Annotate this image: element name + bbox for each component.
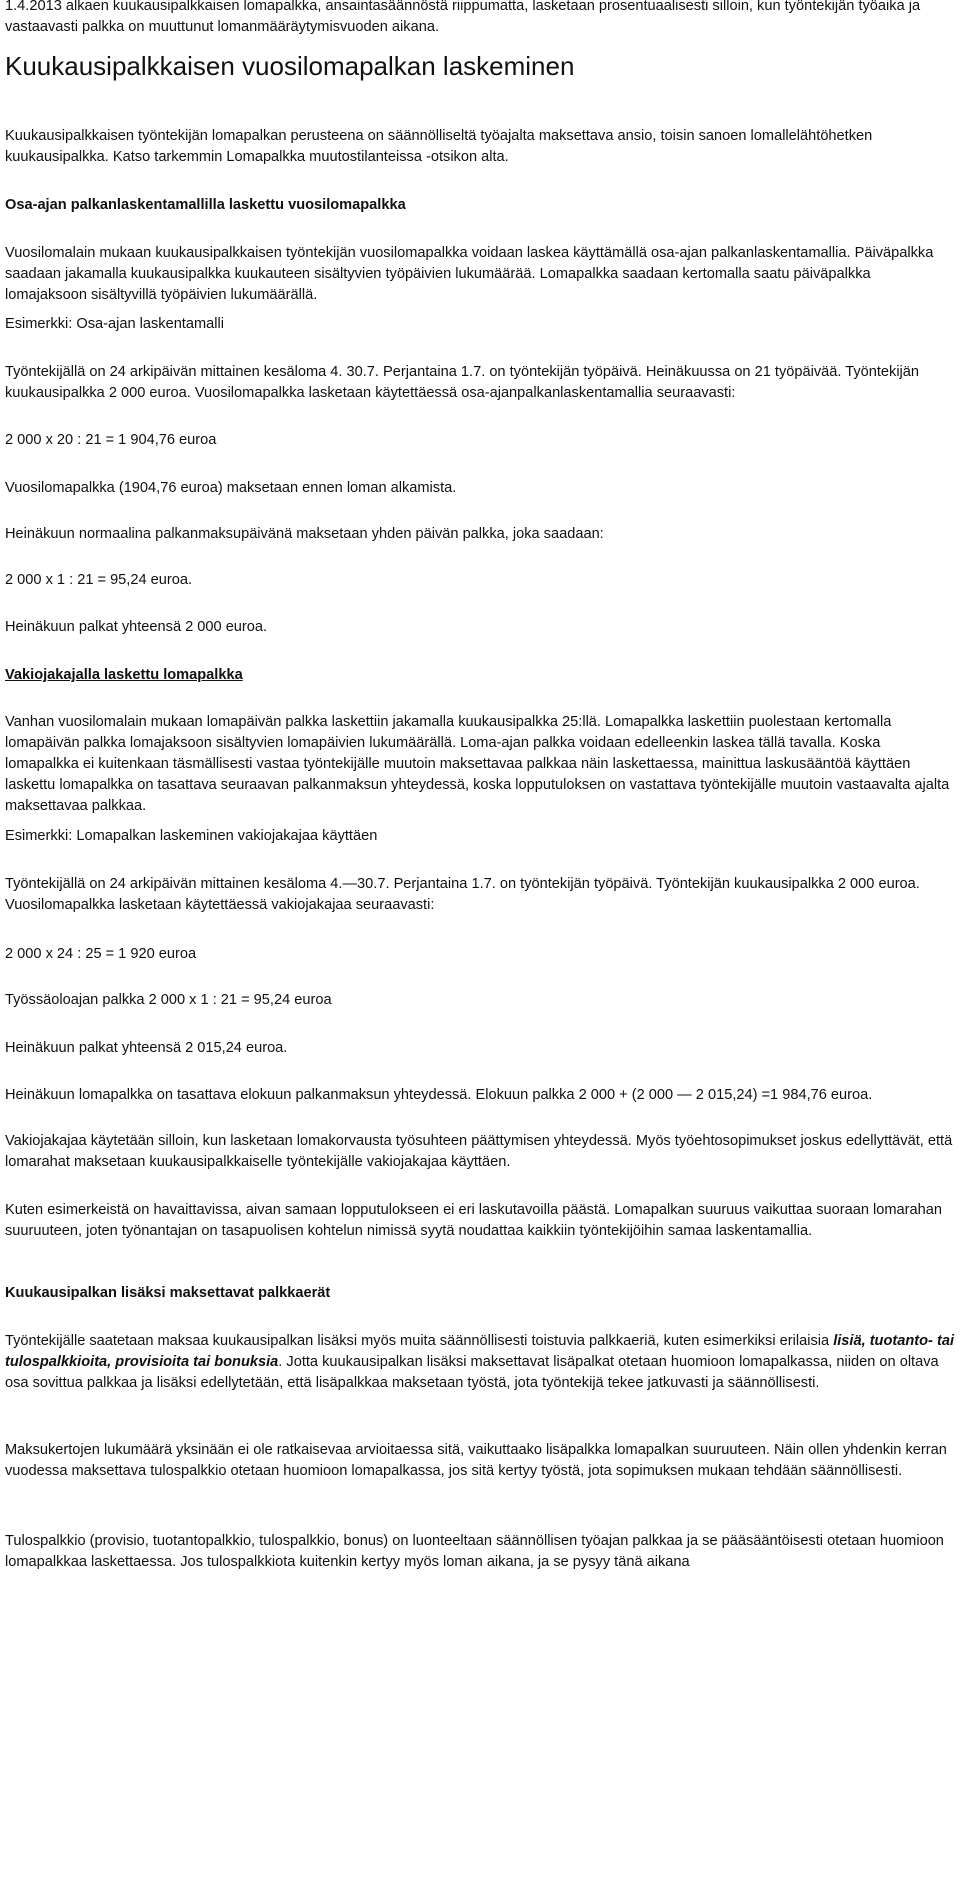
paragraph-3: Työntekijällä on 24 arkipäivän mittainen kesäloma 4. 30.7. Perjantaina 1.7. on työntekijän työpäivä. Heinäkuussa on 21 työpäivää. Työntekijän kuukausipalkka 2 000 euroa. Vuosilomapalkka lasketaan käytettäessä osa-ajanpalkanlaskentamallia seuraavasti: xyxy=(5,364,920,401)
paragraph-9: Heinäkuun palkat yhteensä 2 015,24 euroa. xyxy=(5,1040,288,1056)
page-title: Kuukausipalkkaisen vuosilomapalkan laskeminen xyxy=(5,51,575,81)
paragraph-13 xyxy=(5,1331,954,1394)
paragraph-4: Vuosilomapalkka (1904,76 euroa) maksetaan ennen loman alkamista. xyxy=(5,480,457,496)
example-heading-2: Esimerkki: Lomapalkan laskeminen vakiojakajaa käyttäen xyxy=(5,828,378,844)
paragraph-13-end: . Jotta kuukausipalkan lisäksi maksettavat lisäpalkat otetaan huomioon lomapalkassa, niiden on oltava osa sovittua palkkaa ja lisäksi edellytetään, että lisäpalkkaa maksetaan työstä, jota työntekijä tekee jatkuvasti ja säännöllisesti. xyxy=(5,1354,939,1391)
calculation-2: 2 000 x 1 : 21 = 95,24 euroa. xyxy=(5,572,193,588)
example-heading-1: Esimerkki: Osa-ajan laskentamalli xyxy=(5,316,224,332)
paragraph-2: Vuosilomalain mukaan kuukausipalkkaisen työntekijän vuosilomapalkka voidaan laskea käyttämällä osa-ajan palkanlaskentamallia. Päiväpalkka saadaan jakamalla kuukausipalkka kuukauteen sisältyvien työpäivien lukumäärää. Lomapalkka saadaan kertomalla saatu päiväpalkka lomajaksoon sisältyvillä työpäivien lukumäärällä. xyxy=(5,245,934,303)
calculation-4: Työssäoloajan palkka 2 000 x 1 : 21 = 95,24 euroa xyxy=(5,992,332,1008)
paragraph-1: Kuukausipalkkaisen työntekijän lomapalkan perusteena on säännölliseltä työajalta maksettava ansio, toisin sanoen lomallelähtöhetken kuukausipalkka. Katso tarkemmin Lomapalkka muutostilanteissa -otsikon alta. xyxy=(5,128,873,165)
paragraph-8: Työntekijällä on 24 arkipäivän mittainen kesäloma 4.—30.7. Perjantaina 1.7. on työntekijän työpäivä. Työntekijän kuukausipalkka 2 000 euroa. Vuosilomapalkka lasketaan käytettäessä vakiojakajaa seuraavasti: xyxy=(5,876,920,913)
calculation-3: 2 000 x 24 : 25 = 1 920 euroa xyxy=(5,946,197,962)
paragraph-13-start: Työntekijälle saatetaan maksaa kuukausipalkan lisäksi myös muita säännöllisesti toistuvia palkkaeriä, kuten esimerkiksi erilaisia xyxy=(5,1333,834,1349)
section-heading-vakiojakaja: Vakiojakajalla laskettu lomapalkka xyxy=(5,667,243,683)
paragraph-12: Kuten esimerkeistä on havaittavissa, aivan samaan lopputulokseen ei eri laskutavoilla päästä. Lomapalkan suuruus vaikuttaa suoraan lomarahan suuruuteen, joten työnantajan on tasapuolisen kohtelun nimissä syytä noudattaa kaikkiin työntekijöihin samaa laskentamallia. xyxy=(5,1202,942,1239)
section-heading-lisapalkat: Kuukausipalkan lisäksi maksettavat palkkaerät xyxy=(5,1285,331,1301)
paragraph-13-emphasis: lisiä, tuotanto- tai tulospalkkioita, provisioita tai bonuksia xyxy=(5,1333,954,1370)
paragraph-7: Vanhan vuosilomalain mukaan lomapäivän palkka laskettiin jakamalla kuukausipalkka 25:llä. Lomapalkka laskettiin puolestaan kertomalla lomapäivän palkka lomajaksoon sisältyvien lomapäivien lukumäärällä. Loma-ajan palkka voidaan edelleenkin laskea tällä tavalla. Koska lomapalkka ei kuitenkaan täsmällisesti vastaa työntekijälle muutoin maksettavaa palkkaa näin laskettaessa, mainittua laskusääntöä käyttäen laskettu lomapalkka on tasattava seuraavan palkanmaksun yhteydessä, koska lopputuloksen on vastattava työntekijälle muutoin vastaavalta ajalta maksettavaa palkkaa. xyxy=(5,714,950,814)
intro-paragraph: 1.4.2013 alkaen kuukausipalkkaisen lomapalkka, ansaintasäännöstä riippumatta, lasketaan prosentuaalisesti silloin, kun työntekijän työaika ja vastaavasti palkka on muuttunut lomanmääräytymisvuoden aikana. xyxy=(5,0,921,35)
section-heading-osa-ajan: Osa-ajan palkanlaskentamallilla laskettu vuosilomapalkka xyxy=(5,197,406,213)
calculation-1: 2 000 x 20 : 21 = 1 904,76 euroa xyxy=(5,432,217,448)
paragraph-11: Vakiojakajaa käytetään silloin, kun lasketaan lomakorvausta työsuhteen päättymisen yhteydessä. Myös työehtosopimukset joskus edellyttävät, että lomarahat maksetaan kuukausipalkkaiselle työntekijälle vakiojakajaa käyttäen. xyxy=(5,1133,953,1170)
paragraph-15: Tulospalkkio (provisio, tuotantopalkkio, tulospalkkio, bonus) on luonteeltaan säännöllisen työajan palkkaa ja se pääsääntöisesti otetaan huomioon lomapalkkaa laskettaessa. Jos tulospalkkiota kuitenkin kertyy myös loman aikana, ja se pysyy tänä aikana xyxy=(5,1533,944,1570)
paragraph-14: Maksukertojen lukumäärä yksinään ei ole ratkaisevaa arvioitaessa sitä, vaikuttaako lisäpalkka lomapalkan suuruuteen. Näin ollen yhdenkin kerran vuodessa maksettava tulospalkkio otetaan huomioon lomapalkassa, jos sitä kertyy työstä, jota sopimuksen mukaan tehdään säännöllisesti. xyxy=(5,1442,947,1479)
paragraph-10: Heinäkuun lomapalkka on tasattava elokuun palkanmaksun yhteydessä. Elokuun palkka 2 000 + (2 000 — 2 015,24) =1 984,76 euroa. xyxy=(5,1087,873,1103)
paragraph-6: Heinäkuun palkat yhteensä 2 000 euroa. xyxy=(5,619,268,635)
paragraph-5: Heinäkuun normaalina palkanmaksupäivänä maksetaan yhden päivän palkka, joka saadaan: xyxy=(5,526,604,542)
